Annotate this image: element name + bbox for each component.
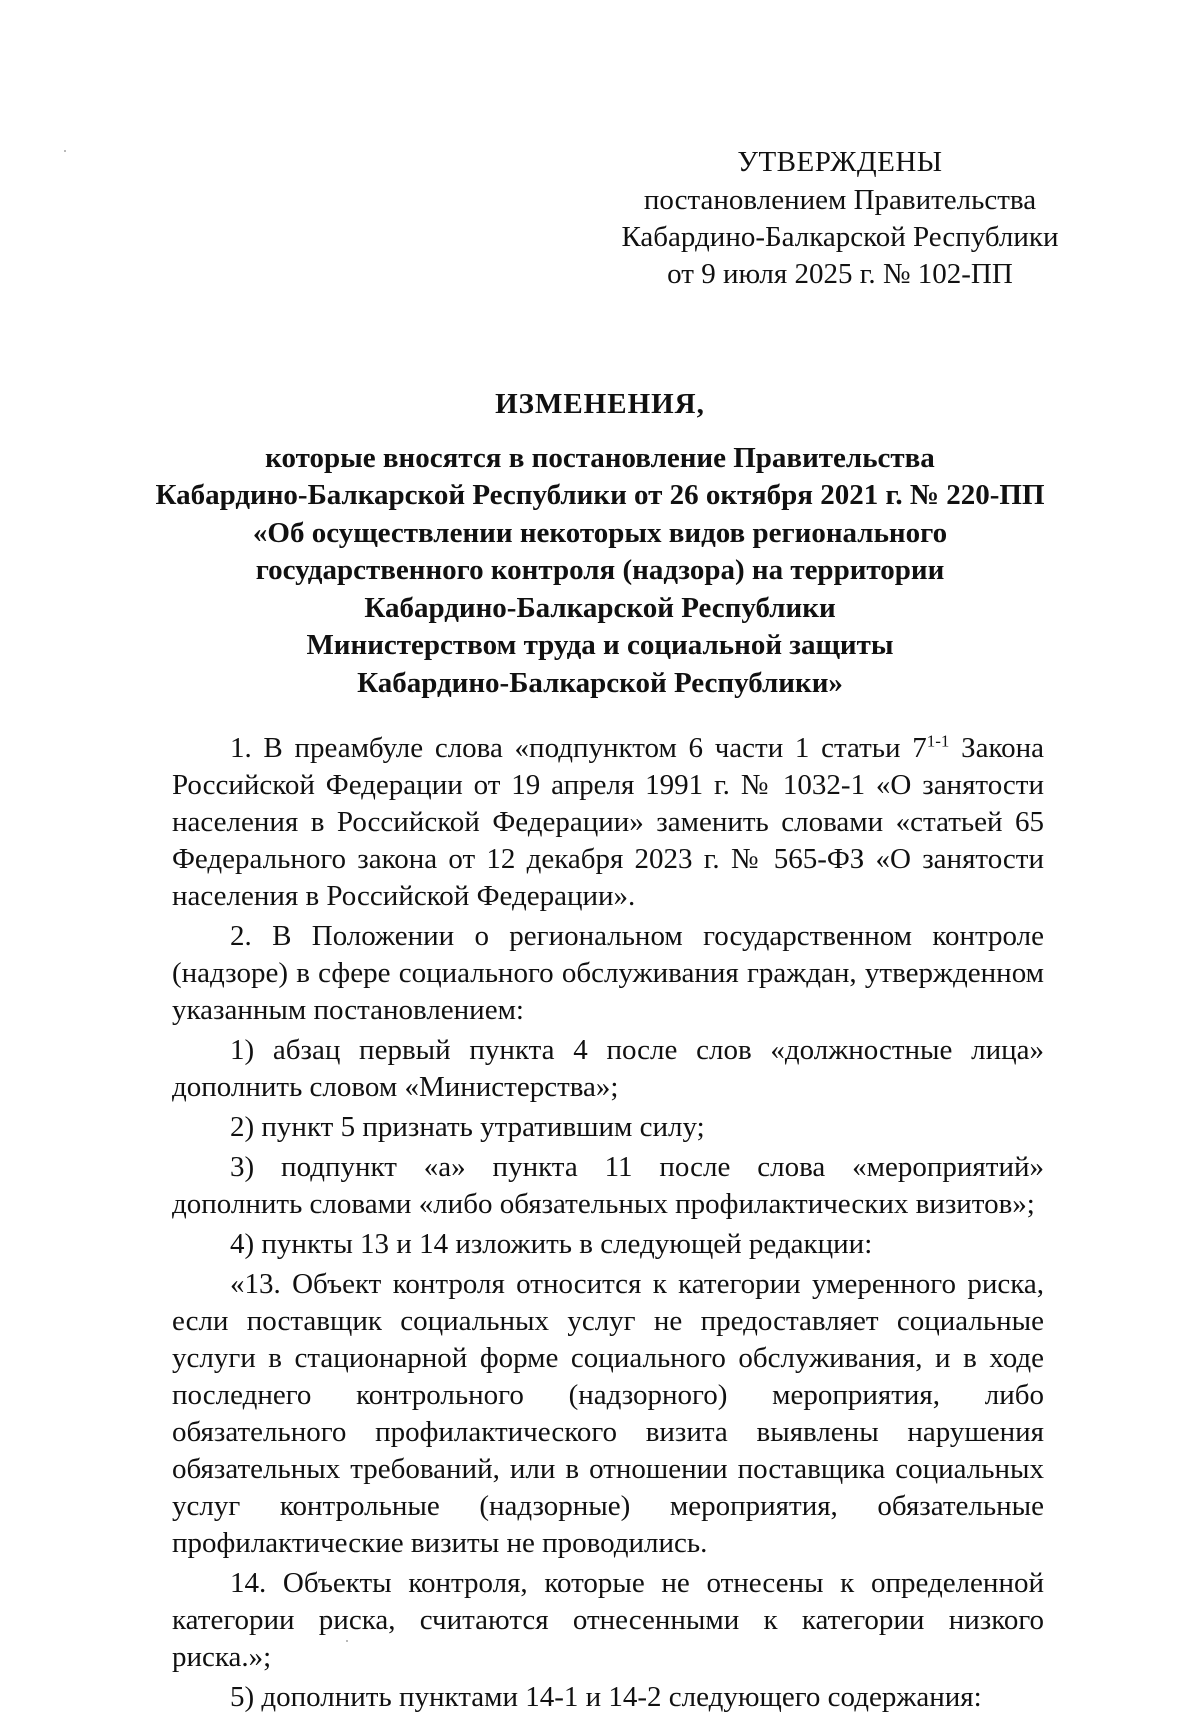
paragraph-5: 3) подпункт «а» пункта 11 после слова «мероприятий» дополнить словами «либо обязательных профилактических визитов»;: [172, 1151, 1044, 1220]
title-line: государственного контроля (надзора) на территории: [255, 554, 945, 586]
title-line: Министерством труда и социальной защиты: [306, 629, 894, 661]
title-line: которые вносятся в постановление Правительства: [265, 441, 935, 474]
paragraph-1: [172, 730, 1044, 915]
title-line: «Об осуществлении некоторых видов регионального: [252, 516, 948, 549]
document-body: [172, 730, 1044, 1719]
title-line: Кабардино-Балкарской Республики»: [357, 666, 843, 699]
paragraph-3: 1) абзац первый пункта 4 после слов «должностные лица» дополнить словом «Министерства»;: [172, 1034, 1044, 1103]
approval-heading: УТВЕРЖДЕНЫ: [737, 146, 943, 178]
approval-stamp-block: [600, 144, 1080, 293]
paragraph-2: 2. В Положении о региональном государственном контроле (надзоре) в сфере социального обслуживания граждан, утвержденном указанным постановлением:: [172, 920, 1044, 1026]
paragraph-4: 2) пункт 5 признать утратившим силу;: [230, 1111, 705, 1143]
document-title-block: [150, 386, 1050, 702]
paragraph-6: 4) пункты 13 и 14 изложить в следующей редакции:: [230, 1228, 873, 1260]
paragraph-7: «13. Объект контроля относится к категории умеренного риска, если поставщик социальных услуг не предоставляет социальные услуги в стационарной форме социального обслуживания, и в ходе последнего контрольного (надзорного) мероприятия, либо обязательного профилактического визита выявлены нарушения обязательных требований, или в отношении поставщика социальных услуг контрольные (надзорные) мероприятия, обязательные профилактические визиты не проводились.: [172, 1268, 1044, 1559]
approval-line: постановлением Правительства: [643, 184, 1037, 216]
approval-date-number: от 9 июля 2025 г. № 102-ПП: [667, 258, 1013, 290]
scan-speck: [64, 150, 66, 152]
paragraph-9: 5) дополнить пунктами 14-1 и 14-2 следующего содержания:: [230, 1681, 982, 1713]
document-title: ИЗМЕНЕНИЯ,: [495, 388, 705, 420]
paragraph-8: 14. Объекты контроля, которые не отнесены к определенной категории риска, считаются отнесенными к категории низкого риска.»;: [172, 1567, 1044, 1673]
title-line: Кабардино-Балкарской Республики от 26 октября 2021 г. № 220-ПП: [155, 479, 1045, 511]
article-superscript: 1-1: [926, 731, 950, 751]
paragraph-1-rest: Закона Российской Федерации от 19 апреля 1991 г. № 1032-1 «О занятости населения в Российской Федерации» заменить словами «статьей 65 Федерального закона от 12 декабря 2023 г. № 565-ФЗ «О занятости населения в Российской Федерации».: [172, 732, 1044, 912]
paragraph-1-start: 1. В преамбуле слова «подпунктом 6 части 1 статьи 7: [230, 732, 927, 764]
title-line: Кабардино-Балкарской Республики: [364, 591, 836, 624]
approval-line: Кабардино-Балкарской Республики: [621, 221, 1059, 253]
